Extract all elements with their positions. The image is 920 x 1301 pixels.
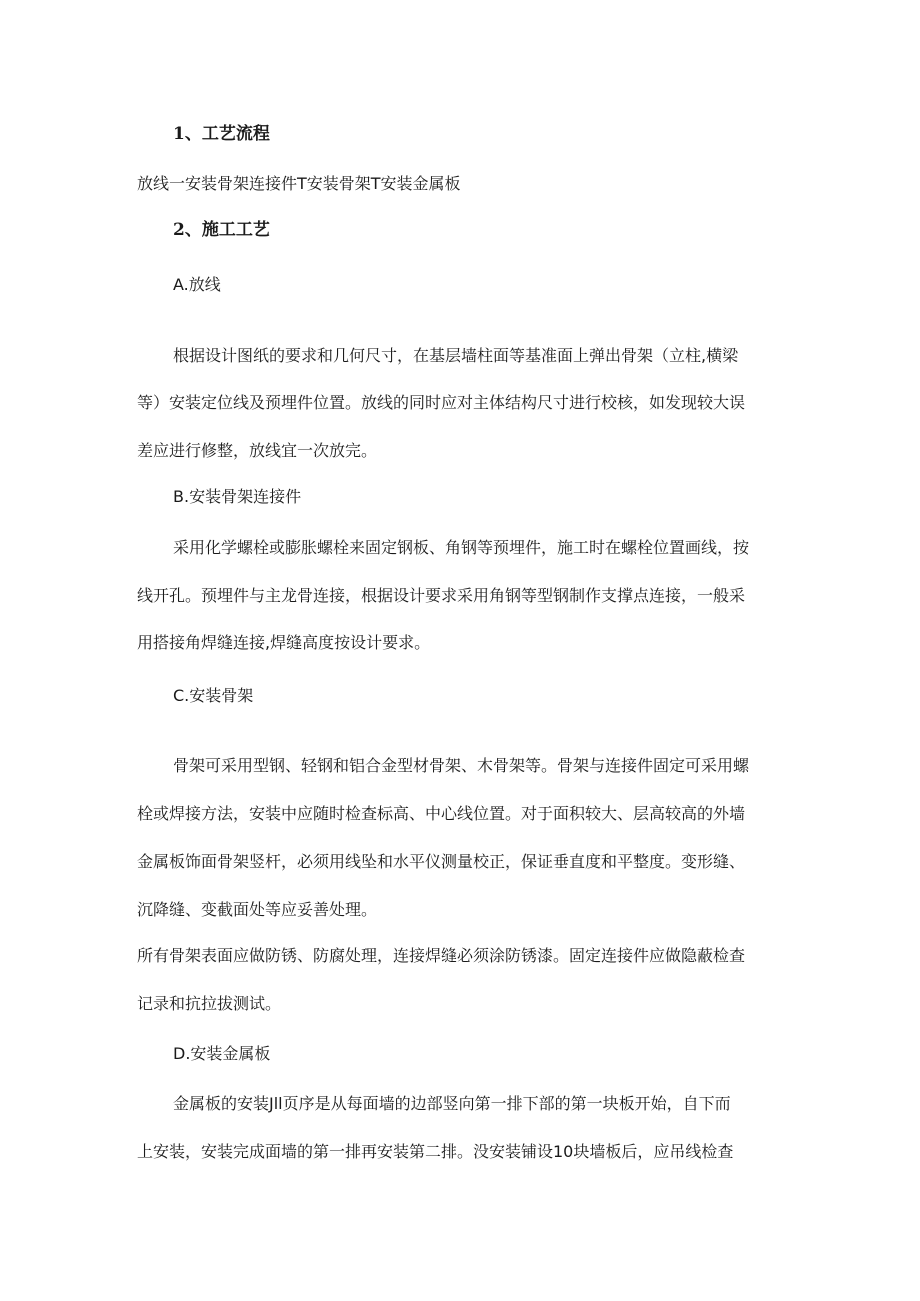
- subsection-b-line: 用搭接角焊缝连接,焊缝高度按设计要求。: [137, 633, 431, 652]
- process-flow: 放线一安装骨架连接件T安装骨架T安装金属板: [137, 174, 461, 193]
- subsection-c-line: 金属板饰面骨架竖杆，必须用线坠和水平仪测量校正，保证垂直度和平整度。变形缝、: [137, 852, 746, 871]
- subsection-a-line: 差应进行修整，放线宜一次放完。: [137, 441, 378, 460]
- section-1-heading: 1、工艺流程: [173, 124, 270, 144]
- subsection-b-title: B.安装骨架连接件: [173, 487, 302, 506]
- subsection-b-line: 线开孔。预埋件与主龙骨连接，根据设计要求采用角钢等型钢制作支撑点连接，一般采: [137, 586, 746, 605]
- subsection-a-title: A.放线: [173, 275, 221, 294]
- subsection-c-title: C.安装骨架: [173, 686, 254, 705]
- subsection-d-title: D.安装金属板: [173, 1044, 271, 1063]
- subsection-a-line: 根据设计图纸的要求和几何尺寸，在基层墙柱面等基准面上弹出骨架（立柱,横梁: [173, 346, 739, 365]
- subsection-c-line: 栓或焊接方法，安装中应随时检查标高、中心线位置。对于面积较大、层高较高的外墙: [137, 804, 746, 823]
- subsection-c-line: 记录和抗拉拔测试。: [137, 994, 282, 1013]
- subsection-a-line: 等）安装定位线及预埋件位置。放线的同时应对主体结构尺寸进行校核，如发现较大误: [137, 393, 746, 412]
- subsection-c-line: 骨架可采用型钢、轻钢和铝合金型材骨架、木骨架等。骨架与连接件固定可采用螺: [173, 756, 750, 775]
- subsection-d-line: 金属板的安装Jll页序是从每面墙的边部竖向第一排下部的第一块板开始，自下而: [173, 1094, 731, 1113]
- subsection-d-line: 上安装，安装完成面墙的第一排再安装第二排。没安装铺设10块墙板后，应吊线检查: [137, 1142, 734, 1161]
- section-2-heading: 2、施工工艺: [173, 220, 270, 240]
- subsection-c-line: 所有骨架表面应做防锈、防腐处理，连接焊缝必须涂防锈漆。固定连接件应做隐蔽检查: [137, 946, 746, 965]
- subsection-c-line: 沉降缝、变截面处等应妥善处理。: [137, 900, 378, 919]
- subsection-b-line: 采用化学螺栓或膨胀螺栓来固定钢板、角钢等预埋件，施工时在螺栓位置画线，按: [173, 538, 750, 557]
